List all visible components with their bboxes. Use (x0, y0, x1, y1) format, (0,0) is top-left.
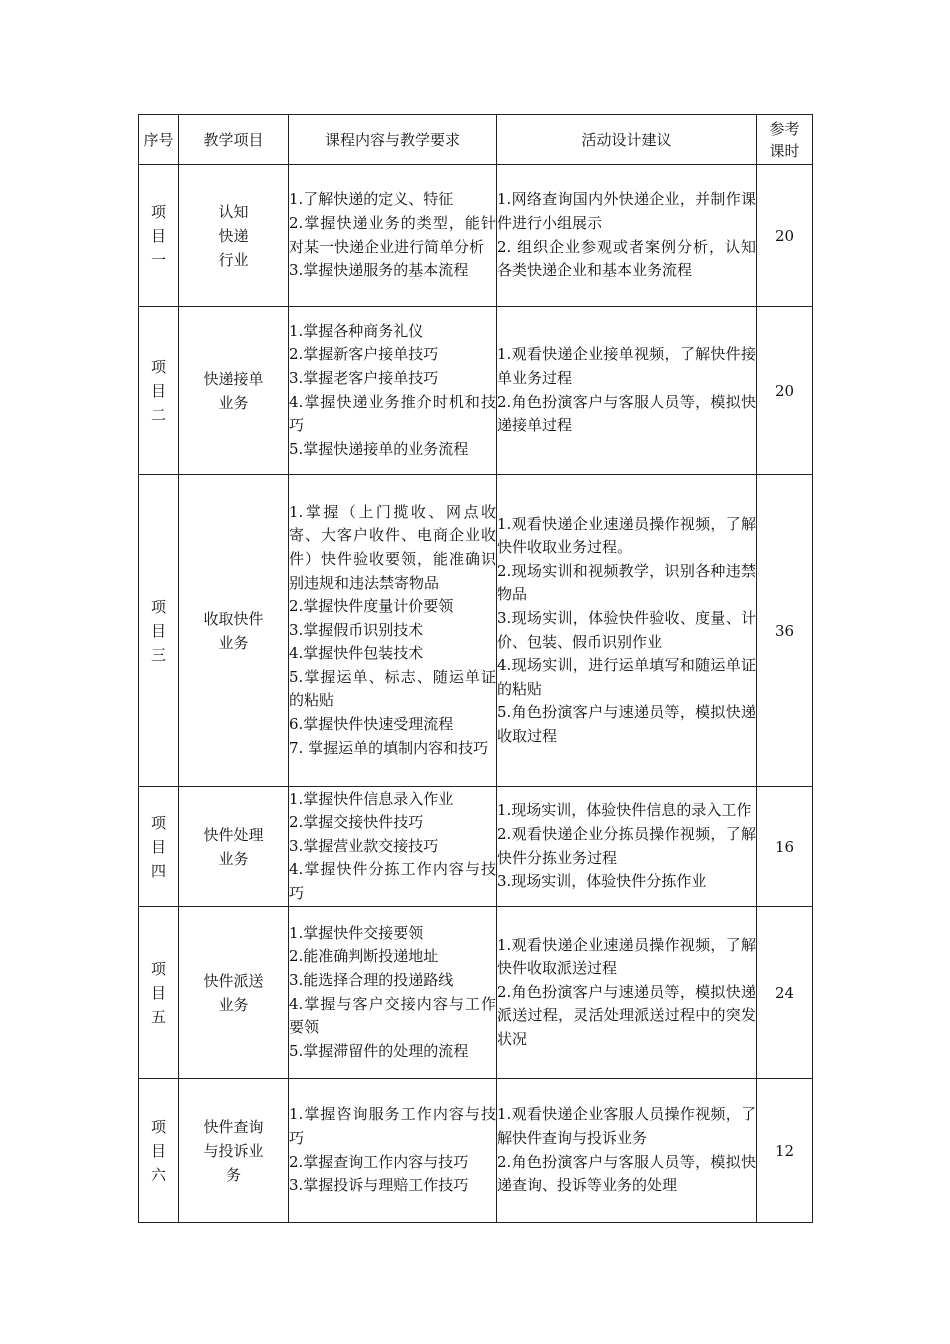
table-row (139, 787, 813, 907)
project-number: 项 目 二 (139, 307, 179, 475)
content-item: 4.掌握快件包装技术 (289, 644, 424, 663)
content-item: 4.掌握快件分拣工作内容与技巧 (289, 860, 496, 902)
header-row (139, 115, 813, 165)
activity-item: 1.观看快递企业速递员操作视频，了解快件收取派送过程 (497, 935, 756, 978)
project-name: 收取快件 业务 (179, 475, 289, 787)
activity-item: 1.观看快递企业客服人员操作视频，了解快件查询与投诉业务 (497, 1105, 756, 1147)
content-item: 4.掌握与客户交接内容与工作要领 (289, 994, 496, 1037)
content-item: 6.掌握快件快速受理流程 (289, 715, 454, 734)
content-item: 3.掌握投诉与理赔工作技巧 (289, 1176, 469, 1195)
table-row (139, 165, 813, 307)
reference-hours: 12 (757, 1079, 813, 1223)
activity-item: 2. 组织企业参观或者案例分析，认知各类快递企业和基本业务流程 (497, 237, 756, 280)
activity-item: 1.网络查询国内外快递企业，并制作课件进行小组展示 (497, 190, 756, 232)
content-item: 7. 掌握运单的填制内容和技巧 (289, 738, 489, 757)
course-content (289, 165, 497, 307)
course-content (289, 475, 497, 787)
header-content: 课程内容与教学要求 (289, 115, 497, 165)
header-no: 序号 (139, 115, 179, 165)
project-number: 项 目 三 (139, 475, 179, 787)
table-row (139, 907, 813, 1079)
content-item: 1.掌握各种商务礼仪 (289, 321, 424, 340)
table-row (139, 307, 813, 475)
course-content (289, 307, 497, 475)
content-item: 2.掌握快递业务的类型，能针对某一快递企业进行简单分析 (289, 213, 496, 256)
content-item: 1.掌握咨询服务工作内容与技巧 (289, 1105, 496, 1147)
activity-item: 1.观看快递企业接单视频，了解快件接单业务过程 (497, 345, 756, 387)
activity-suggestion (497, 475, 757, 787)
activity-item: 1.现场实训，体验快件信息的录入工作 (497, 801, 752, 820)
project-name: 认知 快递 行业 (179, 165, 289, 307)
activity-item: 2.现场实训和视频教学，识别各种违禁物品 (497, 561, 756, 604)
activity-item: 2.角色扮演客户与速递员等，模拟快递派送过程，灵活处理派送过程中的突发状况 (497, 982, 756, 1048)
project-name: 快件处理 业务 (179, 787, 289, 907)
project-name: 快件派送 业务 (179, 907, 289, 1079)
reference-hours: 24 (757, 907, 813, 1079)
content-item: 3.掌握老客户接单技巧 (289, 368, 439, 387)
content-item: 3.掌握假币识别技术 (289, 620, 424, 639)
project-number: 项 目 一 (139, 165, 179, 307)
header-project: 教学项目 (179, 115, 289, 165)
activity-item: 3.现场实训，体验快件分拣作业 (497, 872, 707, 891)
project-number: 项 目 四 (139, 787, 179, 907)
content-item: 1.掌握快件信息录入作业 (289, 789, 454, 808)
activity-suggestion (497, 1079, 757, 1223)
activity-item: 2.角色扮演客户与客服人员等，模拟快递查询、投诉等业务的处理 (497, 1152, 756, 1195)
table-body (139, 165, 813, 1223)
table-row (139, 1079, 813, 1223)
activity-suggestion (497, 307, 757, 475)
table-row (139, 475, 813, 787)
course-content (289, 787, 497, 907)
project-name: 快件查询 与投诉业 务 (179, 1079, 289, 1223)
activity-item: 2.角色扮演客户与客服人员等，模拟快递接单过程 (497, 392, 756, 435)
content-item: 2.掌握快件度量计价要领 (289, 597, 454, 616)
reference-hours: 20 (757, 165, 813, 307)
activity-item: 2.观看快递企业分拣员操作视频，了解快件分拣业务过程 (497, 824, 756, 867)
header-hours: 参考课时 (757, 115, 813, 165)
reference-hours: 16 (757, 787, 813, 907)
content-item: 2.掌握查询工作内容与技巧 (289, 1152, 469, 1171)
content-item: 3.能选择合理的投递路线 (289, 970, 454, 989)
content-item: 2.能准确判断投递地址 (289, 947, 439, 966)
activity-suggestion (497, 165, 757, 307)
content-item: 4.掌握快递业务推介时机和技巧 (289, 392, 496, 435)
header-activity: 活动设计建议 (497, 115, 757, 165)
activity-item: 3.现场实训，体验快件验收、度量、计价、包装、假币识别作业 (497, 608, 756, 651)
syllabus-table (138, 114, 813, 1223)
project-name: 快递接单 业务 (179, 307, 289, 475)
content-item: 3.掌握快递服务的基本流程 (289, 261, 469, 280)
content-item: 1.掌握（上门揽收、网点收寄、大客户收件、电商企业收件）快件验收要领，能准确识别违规和违法禁寄物品 (289, 502, 496, 592)
project-number: 项 目 六 (139, 1079, 179, 1223)
activity-item: 4.现场实训，进行运单填写和随运单证的粘贴 (497, 656, 756, 698)
content-item: 1.了解快递的定义、特征 (289, 190, 454, 209)
activity-item: 5.角色扮演客户与速递员等，模拟快递收取过程 (497, 703, 756, 745)
content-item: 2.掌握新客户接单技巧 (289, 345, 439, 364)
activity-suggestion (497, 907, 757, 1079)
activity-item: 1.观看快递企业速递员操作视频，了解快件收取业务过程。 (497, 514, 756, 557)
activity-suggestion (497, 787, 757, 907)
reference-hours: 20 (757, 307, 813, 475)
content-item: 5.掌握滞留件的处理的流程 (289, 1041, 469, 1060)
content-item: 5.掌握快递接单的业务流程 (289, 439, 469, 458)
reference-hours: 36 (757, 475, 813, 787)
content-item: 5.掌握运单、标志、随运单证的粘贴 (289, 667, 496, 710)
project-number: 项 目 五 (139, 907, 179, 1079)
content-item: 2.掌握交接快件技巧 (289, 813, 424, 832)
course-content (289, 1079, 497, 1223)
course-content (289, 907, 497, 1079)
content-item: 1.掌握快件交接要领 (289, 923, 424, 942)
content-item: 3.掌握营业款交接技巧 (289, 836, 439, 855)
